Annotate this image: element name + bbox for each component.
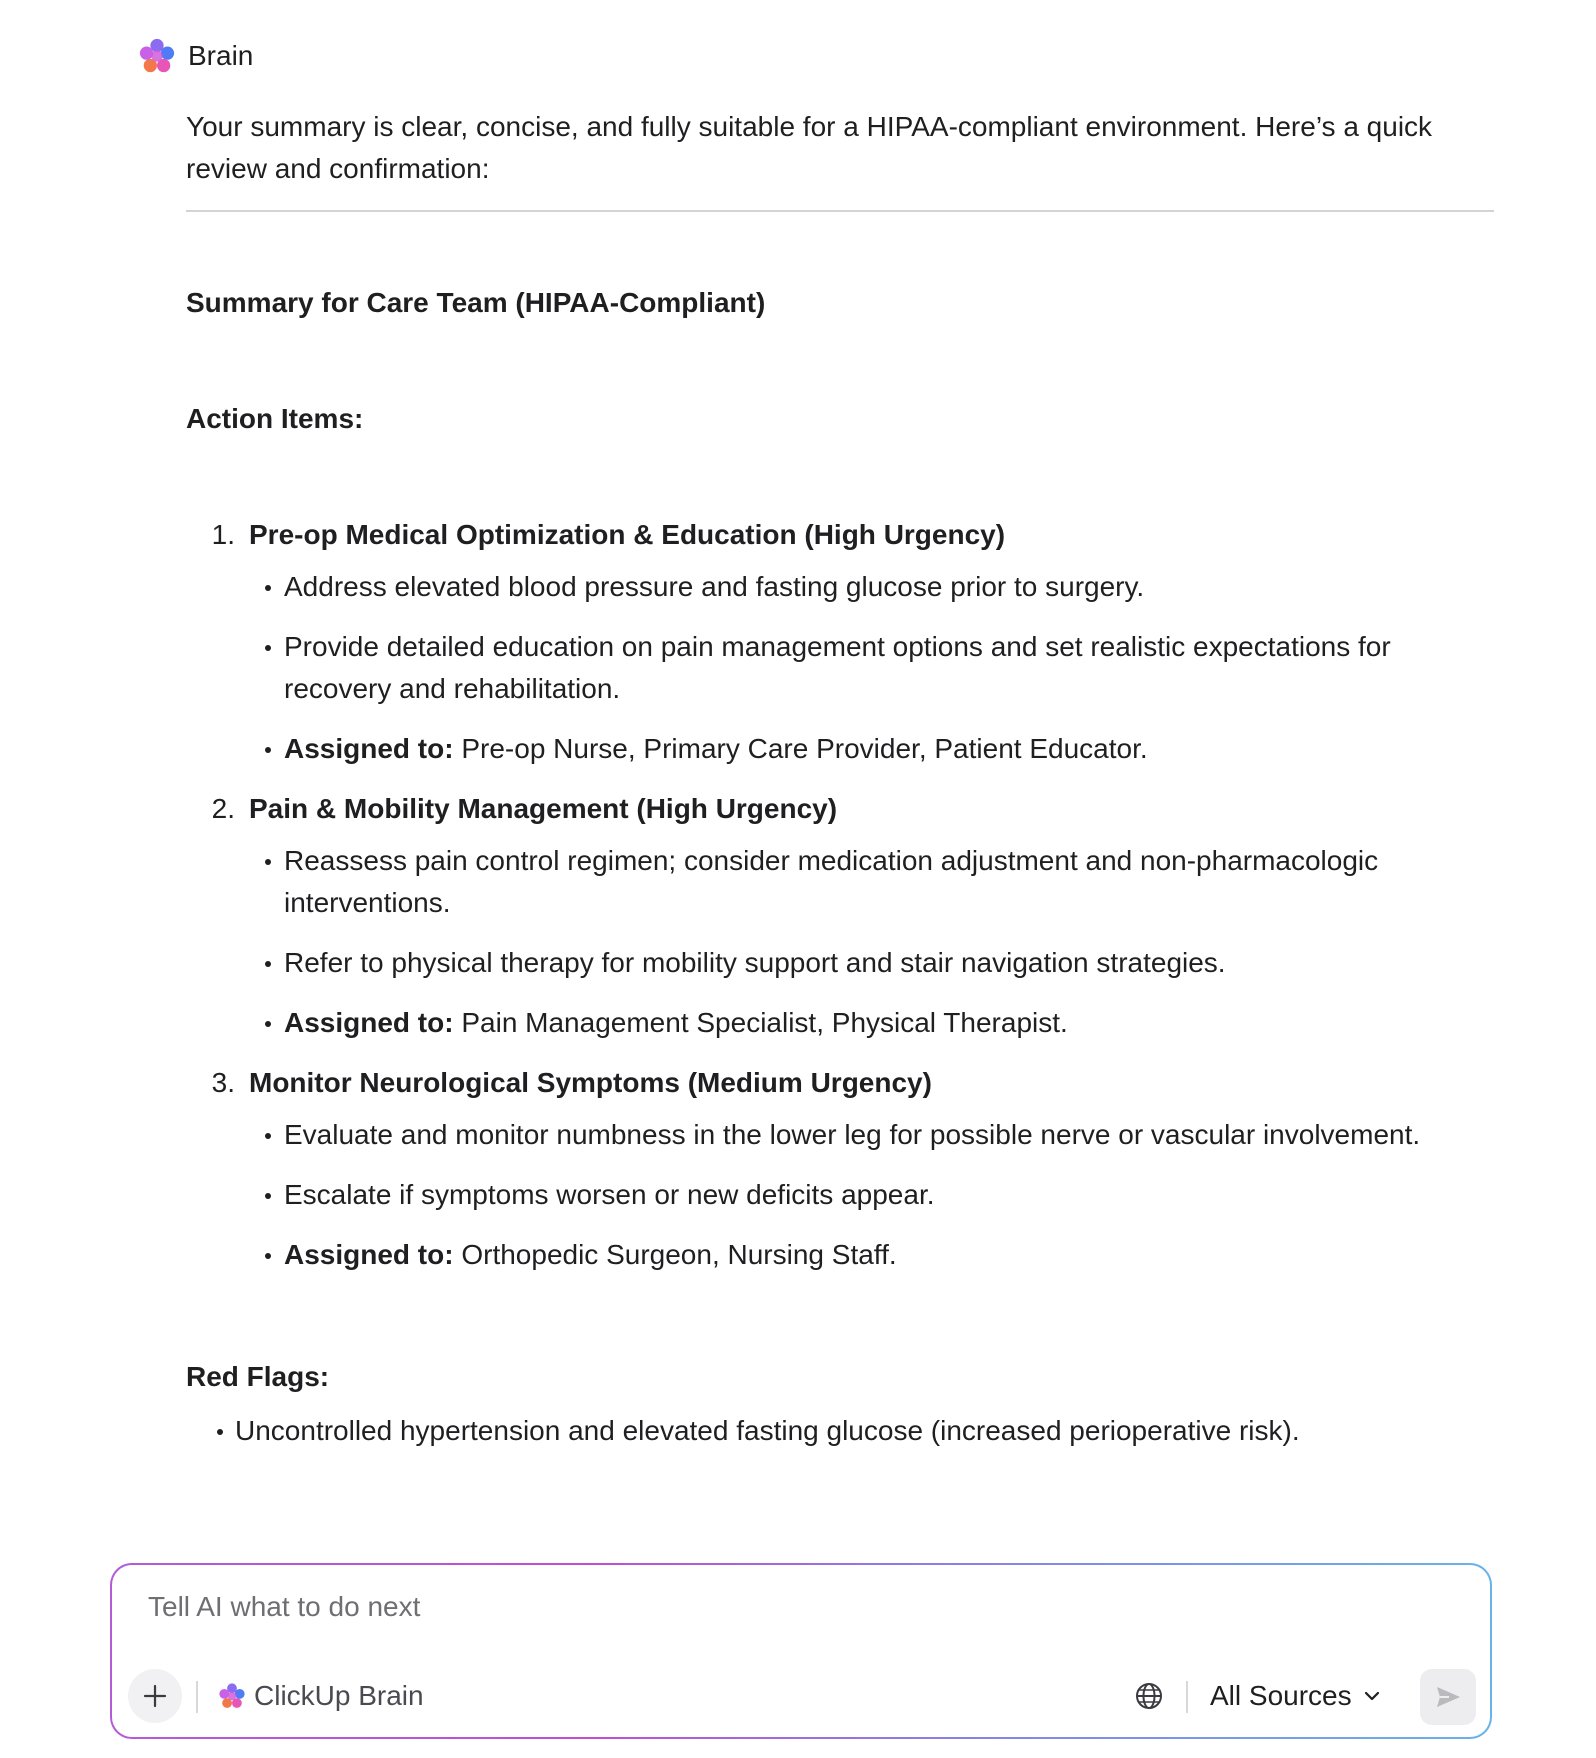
action-items-list bbox=[186, 514, 1494, 1276]
action-item-bullet: Reassess pain control regimen; consider medication adjustment and non-pharmacologic interventions. bbox=[186, 840, 1494, 924]
ai-response bbox=[186, 106, 1494, 1452]
action-item-title: Pre-op Medical Optimization & Education (High Urgency) bbox=[249, 519, 1006, 550]
summary-heading: Summary for Care Team (HIPAA-Compliant) bbox=[186, 287, 766, 318]
assigned-to-bullet bbox=[186, 1002, 1494, 1044]
red-flag-item: Uncontrolled hypertension and elevated fasting glucose (increased perioperative risk). bbox=[186, 1410, 1494, 1452]
send-button[interactable] bbox=[1420, 1669, 1476, 1725]
toolbar-divider bbox=[196, 1681, 198, 1713]
sources-dropdown-label: All Sources bbox=[1210, 1680, 1352, 1711]
divider bbox=[186, 210, 1494, 212]
action-item-title: Pain & Mobility Management (High Urgency) bbox=[249, 793, 838, 824]
send-icon bbox=[1433, 1682, 1463, 1712]
action-item-number: 3. bbox=[211, 1067, 235, 1098]
prompt-input[interactable] bbox=[148, 1591, 1348, 1623]
response-intro: Your summary is clear, concise, and fully suitable for a HIPAA-compliant environment. Here’s a quick review and confirmation: bbox=[186, 111, 1433, 184]
sources-dropdown[interactable] bbox=[1210, 1675, 1382, 1717]
plus-icon bbox=[142, 1683, 168, 1709]
web-search-button[interactable] bbox=[1130, 1677, 1168, 1715]
toolbar-divider bbox=[1186, 1681, 1188, 1713]
assistant-name: Brain bbox=[188, 40, 254, 71]
action-item-bullet: Provide detailed education on pain management options and set realistic expectations for recovery and rehabilitation. bbox=[186, 626, 1494, 710]
add-attachment-button[interactable] bbox=[128, 1669, 182, 1723]
model-selector-button[interactable] bbox=[218, 1675, 424, 1717]
model-selector-label: ClickUp Brain bbox=[254, 1680, 424, 1711]
assistant-header bbox=[138, 36, 253, 76]
action-item-bullet: Escalate if symptoms worsen or new deficits appear. bbox=[186, 1174, 1494, 1216]
chevron-down-icon bbox=[1362, 1686, 1382, 1706]
assigned-to-value: Pre-op Nurse, Primary Care Provider, Patient Educator. bbox=[461, 733, 1148, 764]
chat-composer bbox=[110, 1563, 1492, 1739]
assigned-to-label: Assigned to: bbox=[284, 733, 454, 764]
action-item-bullet: Address elevated blood pressure and fasting glucose prior to surgery. bbox=[186, 566, 1494, 608]
action-item-number: 1. bbox=[211, 519, 235, 550]
brain-logo-icon bbox=[218, 1682, 246, 1710]
assigned-to-label: Assigned to: bbox=[284, 1239, 454, 1270]
action-item bbox=[186, 788, 1494, 1044]
brain-logo-icon bbox=[138, 37, 176, 75]
assigned-to-bullet bbox=[186, 728, 1494, 770]
assigned-to-label: Assigned to: bbox=[284, 1007, 454, 1038]
assigned-to-value: Pain Management Specialist, Physical Therapist. bbox=[461, 1007, 1068, 1038]
action-items-heading: Action Items: bbox=[186, 403, 364, 434]
action-item-number: 2. bbox=[211, 793, 235, 824]
red-flags-heading: Red Flags: bbox=[186, 1361, 330, 1392]
action-item-title: Monitor Neurological Symptoms (Medium Urgency) bbox=[249, 1067, 932, 1098]
action-item bbox=[186, 514, 1494, 770]
assigned-to-bullet bbox=[186, 1234, 1494, 1276]
action-item bbox=[186, 1062, 1494, 1276]
action-item-bullet: Evaluate and monitor numbness in the lower leg for possible nerve or vascular involvement. bbox=[186, 1114, 1494, 1156]
action-item-bullet: Refer to physical therapy for mobility support and stair navigation strategies. bbox=[186, 942, 1494, 984]
assigned-to-value: Orthopedic Surgeon, Nursing Staff. bbox=[461, 1239, 897, 1270]
globe-icon bbox=[1134, 1681, 1164, 1711]
composer-body bbox=[112, 1565, 1490, 1737]
